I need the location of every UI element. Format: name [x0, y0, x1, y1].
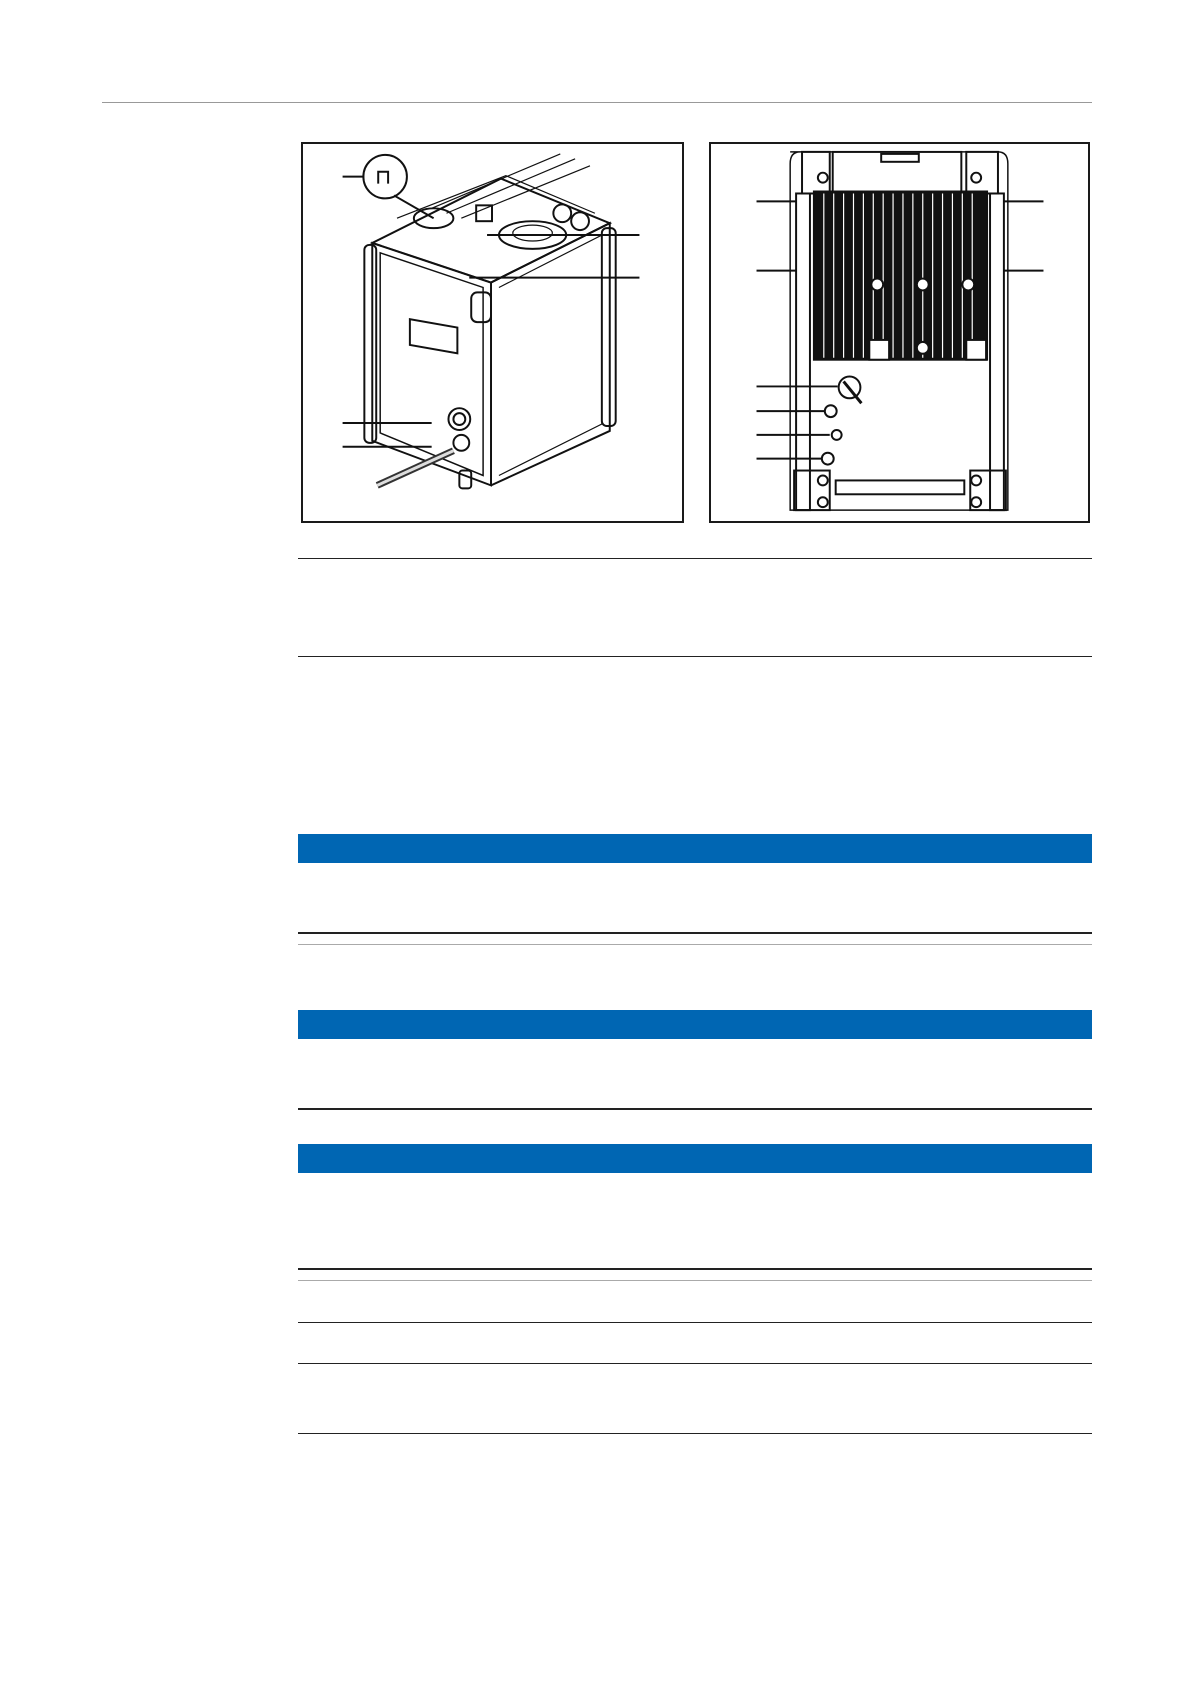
table-rule: [298, 656, 1092, 657]
table-rule: [298, 1280, 1092, 1281]
detail-circle: [363, 155, 407, 199]
table-rule: [298, 1268, 1092, 1270]
section-header-bar: [298, 1010, 1092, 1039]
section-header-bar: [298, 834, 1092, 863]
section-header-bar: [298, 1144, 1092, 1173]
table-rule: [298, 944, 1092, 945]
screw: [818, 173, 828, 183]
figure-unit-perspective: [301, 142, 684, 523]
unit-rear-drawing: [711, 144, 1088, 521]
table-rule: [298, 1108, 1092, 1110]
table-rule: [298, 558, 1092, 559]
table-rule: [298, 1433, 1092, 1434]
header-rule: [102, 102, 1092, 103]
table-rule: [298, 932, 1092, 934]
table-rule: [298, 1363, 1092, 1364]
unit-perspective-drawing: [303, 144, 682, 521]
screw: [971, 173, 981, 183]
table-rule: [298, 1322, 1092, 1323]
figure-unit-rear: [709, 142, 1090, 523]
